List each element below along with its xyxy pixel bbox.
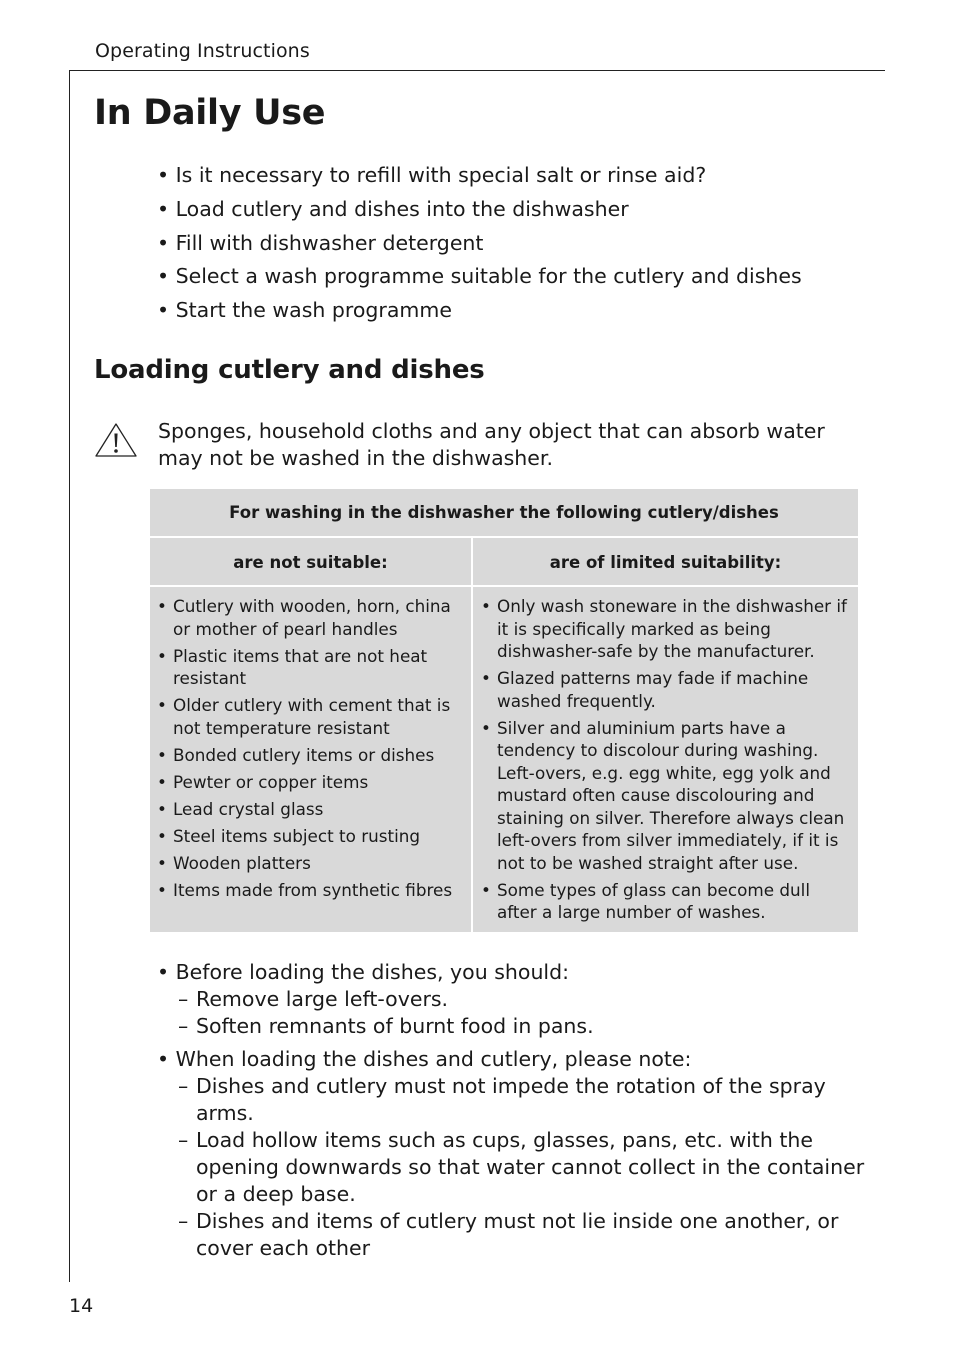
table-header: For washing in the dishwasher the following cutlery/dishes bbox=[229, 503, 779, 522]
intro-step: • Is it necessary to refill with special salt or rinse aid? bbox=[157, 163, 707, 187]
note-item: – Remove large left-overs. bbox=[157, 986, 867, 1013]
intro-step: • Load cutlery and dishes into the dishwasher bbox=[157, 196, 629, 221]
note-item: – Dishes and cutlery must not impede the rotation of the spray arms. bbox=[157, 1073, 867, 1127]
list-item: • Only wash stoneware in the dishwasher if it is specifically marked as being dishwasher-safe by the manufacturer. bbox=[478, 595, 854, 663]
warning-triangle-icon bbox=[94, 421, 138, 459]
header-rule bbox=[69, 70, 885, 71]
note-sublist bbox=[157, 1073, 867, 1262]
page-title: In Daily Use bbox=[94, 93, 326, 133]
note-item: – Dishes and items of cutlery must not lie inside one another, or cover each other bbox=[157, 1208, 867, 1262]
column-header-not-suitable: are not suitable: bbox=[233, 553, 388, 572]
list-item: • Silver and aluminium parts have a tendency to discolour during washing. Left-overs, e.g. egg white, egg yolk and mustard often cause discolouring and staining on silver. Therefore always clean left-overs from silver immediately, if it is not to be washed straight after use. bbox=[478, 717, 854, 875]
list-item: • Steel items subject to rusting bbox=[154, 825, 464, 848]
note-item: – Load hollow items such as cups, glasses, pans, etc. with the opening downwards so that water cannot collect in the container or a deep base. bbox=[157, 1127, 867, 1208]
list-item: • Pewter or copper items bbox=[154, 771, 464, 794]
list-item: • Cutlery with wooden, horn, china or mother of pearl handles bbox=[154, 595, 464, 640]
list-item: • Plastic items that are not heat resistant bbox=[154, 645, 464, 690]
not-suitable-list bbox=[154, 595, 464, 906]
list-item: • Wooden platters bbox=[154, 852, 464, 875]
table-divider bbox=[150, 536, 858, 538]
intro-step: • Start the wash programme bbox=[157, 298, 452, 323]
list-item: • Some types of glass can become dull after a large number of washes. bbox=[478, 879, 854, 924]
list-item: • Older cutlery with cement that is not temperature resistant bbox=[154, 694, 464, 739]
column-header-limited: are of limited suitability: bbox=[549, 553, 782, 572]
margin-rule bbox=[69, 70, 70, 1282]
loading-notes bbox=[157, 959, 867, 1268]
note-before-loading bbox=[157, 959, 867, 1040]
running-header: Operating Instructions bbox=[95, 40, 310, 62]
list-item: • Lead crystal glass bbox=[154, 798, 464, 821]
table-divider bbox=[150, 585, 858, 587]
table-column-divider bbox=[471, 538, 473, 932]
intro-step: • Select a wash programme suitable for the cutlery and dishes bbox=[157, 264, 802, 289]
section-title: Loading cutlery and dishes bbox=[94, 355, 485, 385]
intro-step: • Fill with dishwasher detergent bbox=[157, 230, 484, 255]
note-when-loading bbox=[157, 1046, 867, 1262]
page-number: 14 bbox=[69, 1295, 94, 1317]
limited-suitability-list bbox=[478, 595, 854, 928]
warning-text: Sponges, household cloths and any object that can absorb water may not be washed in the dishwasher. bbox=[158, 419, 825, 470]
list-item: • Bonded cutlery items or dishes bbox=[154, 744, 464, 767]
note-sublist bbox=[157, 986, 867, 1040]
list-item: • Items made from synthetic fibres bbox=[154, 879, 464, 902]
cutlery-suitability-table bbox=[150, 489, 858, 932]
list-item: • Glazed patterns may fade if machine washed frequently. bbox=[478, 667, 854, 712]
note-intro: • When loading the dishes and cutlery, please note: bbox=[157, 1047, 692, 1071]
intro-steps-list bbox=[157, 160, 802, 329]
note-intro: • Before loading the dishes, you should: bbox=[157, 960, 570, 984]
note-item: – Soften remnants of burnt food in pans. bbox=[157, 1013, 867, 1040]
